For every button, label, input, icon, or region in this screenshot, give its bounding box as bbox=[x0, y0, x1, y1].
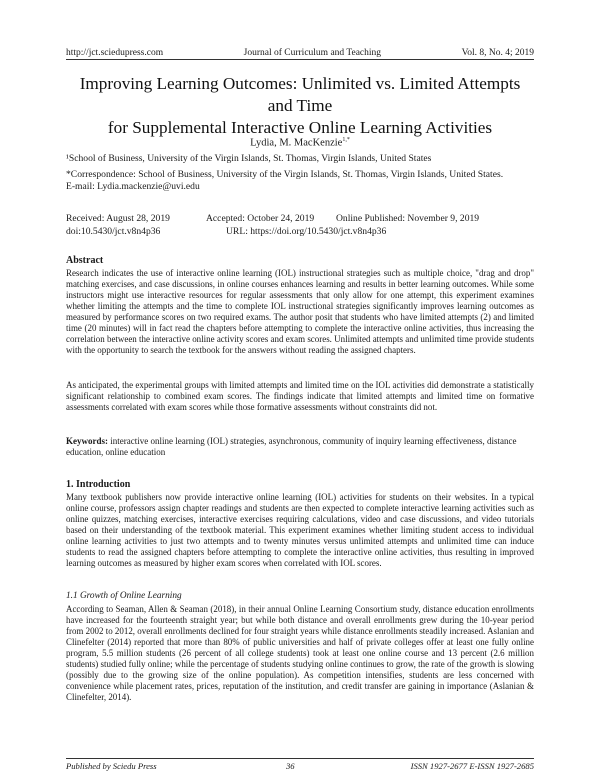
title-line-2: for Supplemental Interactive Online Learning Activities bbox=[107, 118, 493, 137]
footer-page-number: 36 bbox=[286, 761, 295, 771]
received-date: Received: August 28, 2019 bbox=[66, 213, 170, 224]
abstract-paragraph-1: Research indicates the use of interactive online learning (IOL) instructional strategies such as multiple choice, "drag and drop" matching exercises, and case discussions, in online courses enhances learning and results in better learning outcomes. While some instructors might use interactive resources for regular assessments that only allow for one attempt, this experiment examines whether limiting the attempts and the time to complete IOL instructional strategies significantly improves learning outcomes as measured by performance scores on two required exams. The author posit that students who have limited attempts (2) and limited time (20 minutes) will in fact read the chapters before attempting to complete the interactive online activities, thus increasing the correlation between the interactive online activity scores and exam scores. Unlimited attempts and unlimited time provide students with the opportunity to search the textbook for the answers without reading the assigned chapters. bbox=[66, 268, 534, 356]
correspondence-line: *Correspondence: School of Business, University of the Virgin Islands, St. Thomas, Virgin Islands, United States. bbox=[66, 169, 504, 180]
title-line-1: Improving Learning Outcomes: Unlimited vs. Limited Attempts and Time bbox=[79, 74, 521, 115]
keywords bbox=[66, 436, 534, 458]
header-url[interactable]: http://jct.sciedupress.com bbox=[66, 48, 164, 58]
running-header bbox=[66, 44, 534, 58]
email-line[interactable]: E-mail: Lydia.mackenzie@uvi.edu bbox=[66, 181, 200, 192]
growth-paragraph: According to Seaman, Allen & Seaman (2018), in their annual Online Learning Consortium study, distance education enrollments have increased for the fourteenth straight year; but while both distance and overall enrollments grew during the 10-year period from 2002 to 2012, overall enrollments declined for four straight years while distance enrollments steadily increased. Aslanian and Clinefelter (2014) reported that more than 80% of public universities and half of private colleges offer at least one fully online program, 5.5 million students (26 percent of all college students) took at least one online course and 13 percent (2.6 million students) studied fully online; while the percentage of students studying online continues to grow, the rate of the growth is slowing (possibly due to the growing size of the online population). As competition intensifies, students are less concerned with convenience while placement rates, prices, reputation of the institution, and credit transfer are gaining in importance (Aslanian & Clinefelter, 2014). bbox=[66, 604, 534, 703]
footer-rule bbox=[66, 758, 534, 759]
affiliation-2 bbox=[66, 169, 534, 193]
abstract-paragraph-2: As anticipated, the experimental groups with limited attempts and limited time on the IOL activities did demonstrate a statistically significant relationship to combined exam scores. The findings indicate that limited attempts and limited time on formative assessments correlated with exam scores while those formative assessments without constraints did not. bbox=[66, 380, 534, 413]
introduction-paragraph: Many textbook publishers now provide interactive online learning (IOL) activities for students on their websites. In a typical online course, professors assign chapter readings and students are then expected to complete interactive learning activities such as online quizzes, matching exercises, interactive exercises requiring calculations, video and case discussions, and video tutorials based on their understanding of the textbook material. This experiment examines whether limiting student access to individual online learning activities to just two attempts and to twenty minutes versus unlimited attempts and unlimited time can induce students to read the assigned chapters before attempting to complete the interactive online activities, thus resulting in improved learning outcomes as measured by higher exam scores when correlated with IOL scores. bbox=[66, 492, 534, 569]
header-volume: Vol. 8, No. 4; 2019 bbox=[461, 48, 534, 58]
keywords-label: Keywords: bbox=[66, 436, 108, 446]
author-line bbox=[66, 137, 534, 149]
author-superscript: 1,* bbox=[342, 137, 350, 143]
keywords-text: interactive online learning (IOL) strategies, asynchronous, community of inquiry learning effectiveness, distance education, online education bbox=[66, 436, 517, 458]
doi: doi:10.5430/jct.v8n4p36 bbox=[66, 226, 161, 237]
header-rule bbox=[66, 59, 534, 60]
section-heading-introduction: 1. Introduction bbox=[66, 479, 131, 490]
footer-issn: ISSN 1927-2677 E-ISSN 1927-2685 bbox=[410, 761, 534, 771]
published-date: Online Published: November 9, 2019 bbox=[336, 213, 480, 224]
header-journal: Journal of Curriculum and Teaching bbox=[243, 48, 382, 58]
subsection-heading-growth: 1.1 Growth of Online Learning bbox=[66, 591, 182, 601]
paper-title bbox=[66, 73, 534, 139]
affiliation-1: ¹School of Business, University of the Virgin Islands, St. Thomas, Virgin Islands, United States bbox=[66, 153, 432, 164]
abstract-heading: Abstract bbox=[66, 255, 104, 266]
doi-url[interactable]: URL: https://doi.org/10.5430/jct.v8n4p36 bbox=[226, 226, 387, 237]
accepted-date: Accepted: October 24, 2019 bbox=[206, 213, 315, 224]
author-name: Lydia, M. MacKenzie bbox=[250, 137, 343, 149]
footer-publisher: Published by Sciedu Press bbox=[66, 761, 157, 771]
